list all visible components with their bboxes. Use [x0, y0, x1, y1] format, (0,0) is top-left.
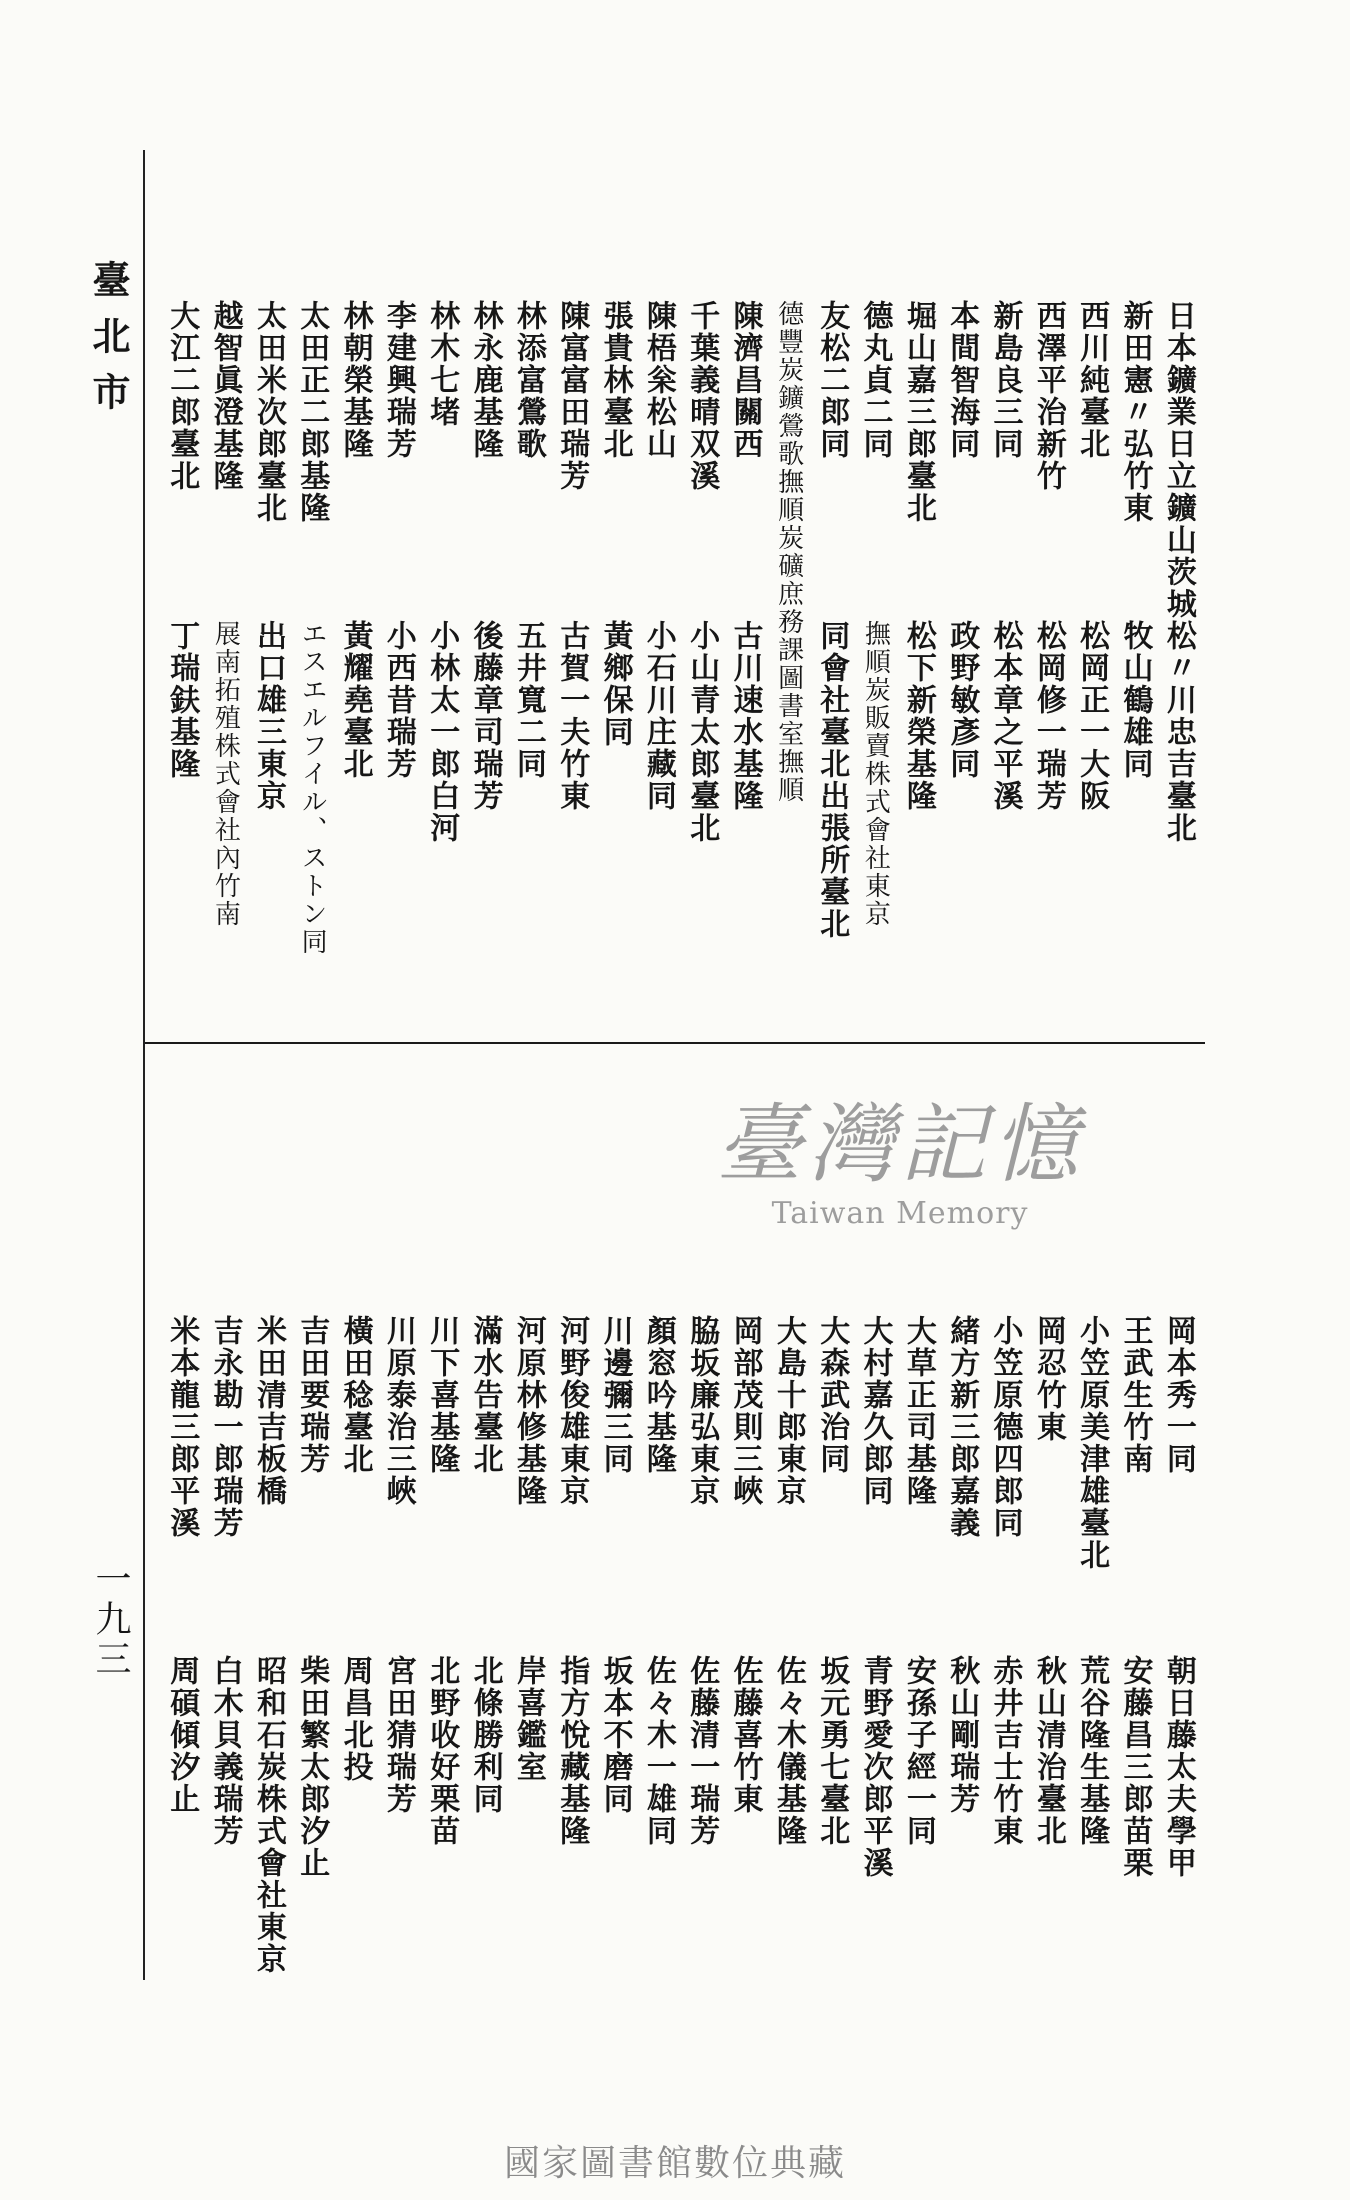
- directory-column: [897, 300, 940, 1020]
- entry-upper: 德豐炭鑛鶯歌撫順炭礦庶務課圖書室撫順: [773, 300, 804, 804]
- directory-column: [1027, 1315, 1070, 2055]
- watermark-english: Taiwan Memory: [771, 1195, 1029, 1231]
- entry-upper: 緒方新三郎嘉義: [944, 1315, 980, 1539]
- directory-column: [767, 300, 810, 1020]
- entry-upper: 林添富鶯歌: [510, 300, 546, 460]
- entry-lower: 黃耀堯臺北: [337, 620, 373, 780]
- entry-upper: 新田憲〃弘竹東: [1117, 300, 1153, 524]
- entry-lower: 秋山剛瑞芳: [944, 1655, 980, 1815]
- entry-upper: 大島十郎東京: [770, 1315, 806, 1507]
- running-head: 臺北市: [86, 260, 131, 428]
- entry-lower: 昭和石炭株式會社東京: [250, 1655, 286, 1975]
- directory-column: [767, 1315, 810, 2055]
- entry-upper: 太田米次郎臺北: [250, 300, 286, 524]
- entry-lower: 岸喜鑑室: [510, 1655, 546, 1783]
- entry-lower: 展南拓殖株式會社內竹南: [210, 620, 241, 928]
- directory-column: [940, 1315, 983, 2055]
- entry-lower: 古川速水基隆: [727, 620, 763, 812]
- directory-column: [160, 1315, 203, 2055]
- directory-column: [463, 1315, 506, 2055]
- entry-upper: 新島良三同: [987, 300, 1023, 460]
- entry-lower: 牧山鶴雄同: [1117, 620, 1153, 780]
- entry-upper: 日本鑛業日立鑛山茨城: [1160, 300, 1196, 620]
- entry-lower: 朝日藤太夫學甲: [1160, 1655, 1196, 1879]
- entry-upper: 本間智海同: [944, 300, 980, 460]
- entry-upper: 川邊彌三同: [597, 1315, 633, 1475]
- directory-column: [637, 1315, 680, 2055]
- entry-lower: 黃鄉保同: [597, 620, 633, 748]
- entry-lower: 同會社臺北出張所臺北: [814, 620, 850, 940]
- directory-column: [203, 300, 246, 1020]
- entry-upper: 大江二郎臺北: [164, 300, 200, 492]
- entry-upper: 張貴林臺北: [597, 300, 633, 460]
- entry-lower: エスエルフイル、ストン同: [297, 620, 328, 956]
- entry-upper: 顏窓吟基隆: [640, 1315, 676, 1475]
- entry-upper: 岡忍竹東: [1030, 1315, 1066, 1443]
- entry-lower: 白木貝義瑞芳: [207, 1655, 243, 1847]
- watermark-chinese: 臺灣記憶: [716, 1095, 1084, 1195]
- entry-lower: 松岡正一大阪: [1074, 620, 1110, 812]
- directory-column: [1157, 300, 1200, 1020]
- entry-upper: 小笠原德四郎同: [987, 1315, 1023, 1539]
- entry-upper: 陳梧枀松山: [640, 300, 676, 460]
- library-footer: 國家圖書館數位典藏: [503, 2143, 846, 2184]
- directory-column: [1070, 1315, 1113, 2055]
- entry-lower: 松〃川忠吉臺北: [1160, 620, 1196, 844]
- entry-lower: 松下新榮基隆: [900, 620, 936, 812]
- entry-upper: 脇坂廉弘東京: [684, 1315, 720, 1507]
- entry-upper: 大村嘉久郎同: [857, 1315, 893, 1507]
- directory-column: [897, 1315, 940, 2055]
- entry-upper: 西川純臺北: [1074, 300, 1110, 460]
- entry-upper: 小笠原美津雄臺北: [1074, 1315, 1110, 1571]
- directory-column: [160, 300, 203, 1020]
- entry-lower: 佐藤喜竹東: [727, 1655, 763, 1815]
- entry-lower: 松本章之平溪: [987, 620, 1023, 812]
- entry-upper: 陳濟昌關西: [727, 300, 763, 460]
- directory-column: [1113, 300, 1156, 1020]
- entry-lower: 坂本不磨同: [597, 1655, 633, 1815]
- entry-lower: 撫順炭販賣株式會社東京: [860, 620, 891, 928]
- top-directory-block: [160, 300, 1200, 1020]
- directory-column: [507, 1315, 550, 2055]
- directory-column: [810, 1315, 853, 2055]
- directory-column: [420, 300, 463, 1020]
- directory-column: [723, 1315, 766, 2055]
- entry-lower: 北野收好栗苗: [424, 1655, 460, 1847]
- directory-column: [290, 1315, 333, 2055]
- directory-column: [680, 1315, 723, 2055]
- directory-column: [1113, 1315, 1156, 2055]
- entry-upper: 千葉義晴双溪: [684, 300, 720, 492]
- directory-column: [983, 1315, 1026, 2055]
- directory-column: [333, 1315, 376, 2055]
- directory-column: [853, 300, 896, 1020]
- directory-column: [377, 1315, 420, 2055]
- entry-upper: 河原林修基隆: [510, 1315, 546, 1507]
- directory-column: [637, 300, 680, 1020]
- entry-lower: 丁瑞鈇基隆: [164, 620, 200, 780]
- entry-lower: 佐々木儀基隆: [770, 1655, 806, 1847]
- entry-lower: 小林太一郎白河: [424, 620, 460, 844]
- entry-upper: 林永鹿基隆: [467, 300, 503, 460]
- entry-lower: 青野愛次郎平溪: [857, 1655, 893, 1879]
- entry-lower: 政野敏彥同: [944, 620, 980, 780]
- entry-upper: 岡部茂則三峽: [727, 1315, 763, 1507]
- section-divider: [145, 1042, 1205, 1044]
- directory-column: [940, 300, 983, 1020]
- entry-upper: 林朝榮基隆: [337, 300, 373, 460]
- entry-upper: 德丸貞二同: [857, 300, 893, 460]
- entry-upper: 米本龍三郎平溪: [164, 1315, 200, 1539]
- entry-upper: 米田清吉板橋: [250, 1315, 286, 1507]
- entry-lower: 五井寬二同: [510, 620, 546, 780]
- entry-upper: 河野俊雄東京: [554, 1315, 590, 1507]
- entry-upper: 川原泰治三峽: [380, 1315, 416, 1507]
- entry-lower: 佐藤清一瑞芳: [684, 1655, 720, 1847]
- entry-upper: 李建興瑞芳: [380, 300, 416, 460]
- entry-upper: 太田正二郎基隆: [294, 300, 330, 524]
- directory-column: [810, 300, 853, 1020]
- directory-column: [593, 1315, 636, 2055]
- directory-column: [680, 300, 723, 1020]
- entry-upper: 大草正司基隆: [900, 1315, 936, 1507]
- entry-lower: 出口雄三東京: [250, 620, 286, 812]
- entry-lower: 古賀一夫竹東: [554, 620, 590, 812]
- directory-column: [1070, 300, 1113, 1020]
- entry-lower: 後藤章司瑞芳: [467, 620, 503, 812]
- entry-upper: 王武生竹南: [1117, 1315, 1153, 1475]
- directory-column: [247, 300, 290, 1020]
- directory-column: [593, 300, 636, 1020]
- entry-upper: 岡本秀一同: [1160, 1315, 1196, 1475]
- entry-upper: 陳富富田瑞芳: [554, 300, 590, 492]
- directory-column: [723, 300, 766, 1020]
- entry-lower: 小西昔瑞芳: [380, 620, 416, 780]
- entry-upper: 橫田稔臺北: [337, 1315, 373, 1475]
- entry-lower: 荒谷隆生基隆: [1074, 1655, 1110, 1847]
- directory-column: [463, 300, 506, 1020]
- directory-column: [247, 1315, 290, 2055]
- entry-lower: 北條勝利同: [467, 1655, 503, 1815]
- directory-column: [333, 300, 376, 1020]
- entry-upper: 越智眞澄基隆: [207, 300, 243, 492]
- directory-column: [1157, 1315, 1200, 2055]
- directory-column: [420, 1315, 463, 2055]
- entry-lower: 小石川庄藏同: [640, 620, 676, 812]
- entry-lower: 松岡修一瑞芳: [1030, 620, 1066, 812]
- directory-column: [290, 300, 333, 1020]
- directory-column: [550, 300, 593, 1020]
- directory-column: [550, 1315, 593, 2055]
- entry-lower: 坂元勇七臺北: [814, 1655, 850, 1847]
- entry-upper: 吉田要瑞芳: [294, 1315, 330, 1475]
- taiwan-memory-watermark: [660, 1090, 1140, 1290]
- entry-upper: 友松二郎同: [814, 300, 850, 460]
- directory-column: [1027, 300, 1070, 1020]
- entry-lower: 宮田猜瑞芳: [380, 1655, 416, 1815]
- entry-upper: 吉永勘一郎瑞芳: [207, 1315, 243, 1539]
- page-number: 一九三: [90, 1560, 131, 1680]
- entry-lower: 周碩傾汐止: [164, 1655, 200, 1815]
- directory-column: [983, 300, 1026, 1020]
- directory-column: [377, 300, 420, 1020]
- directory-column: [853, 1315, 896, 2055]
- entry-upper: 川下喜基隆: [424, 1315, 460, 1475]
- entry-upper: 滿水告臺北: [467, 1315, 503, 1475]
- entry-lower: 赤井吉士竹東: [987, 1655, 1023, 1847]
- entry-lower: 秋山清治臺北: [1030, 1655, 1066, 1847]
- bottom-directory-block: [160, 1315, 1200, 2055]
- entry-lower: 小山青太郎臺北: [684, 620, 720, 844]
- entry-upper: 林木七堵: [424, 300, 460, 428]
- entry-upper: 大森武治同: [814, 1315, 850, 1475]
- entry-lower: 安孫子經一同: [900, 1655, 936, 1847]
- entry-upper: 西澤平治新竹: [1030, 300, 1066, 492]
- entry-upper: 堀山嘉三郎臺北: [900, 300, 936, 524]
- entry-lower: 安藤昌三郎苗栗: [1117, 1655, 1153, 1879]
- entry-lower: 指方悅藏基隆: [554, 1655, 590, 1847]
- entry-lower: 佐々木一雄同: [640, 1655, 676, 1847]
- directory-column: [507, 300, 550, 1020]
- entry-lower: 柴田繁太郎汐止: [294, 1655, 330, 1879]
- left-margin-rule: [143, 150, 145, 1980]
- entry-lower: 周昌北投: [337, 1655, 373, 1783]
- directory-column: [203, 1315, 246, 2055]
